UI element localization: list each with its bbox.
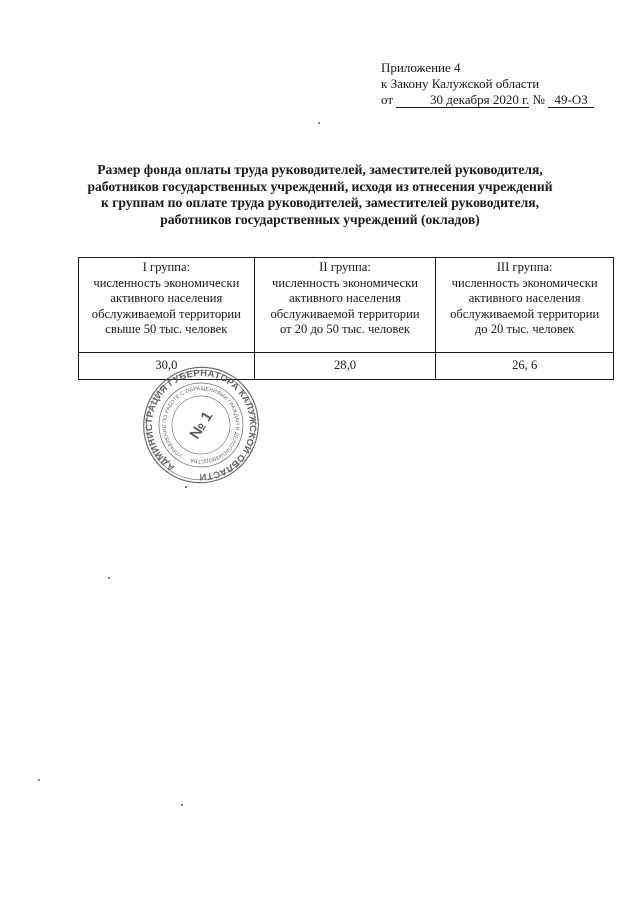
official-seal-stamp (128, 366, 274, 484)
appendix-date-line (381, 92, 594, 108)
number-prefix: № (532, 92, 545, 107)
scan-speck (181, 804, 183, 806)
title-line: Размер фонда оплаты труда руководителей, заместителей руководителя, (97, 162, 543, 177)
appendix-law: к Закону Калужской области (381, 76, 540, 91)
title-line: работников государственных учреждений, исходя из отнесения учреждений (87, 178, 553, 194)
salary-fund-table (78, 257, 614, 380)
scan-speck (185, 486, 187, 488)
scan-speck (108, 577, 110, 579)
date-prefix: от (381, 92, 394, 107)
header-cell-group-3: III группа: численность экономически активного населения обслуживаемой территории до 20 тыс. человек (436, 258, 614, 353)
law-number: 49-ОЗ (548, 93, 594, 108)
stamp-middle-text: УПРАВЛЕНИЕ ПО РАБОТЕ С ОБРАЩЕНИЯМИ ГРАЖДАН И ДЕЛОПРОИЗВОДСТВА (161, 385, 241, 465)
title-line: к группам по оплате труда руководителей, заместителей руководителя, (100, 195, 540, 210)
value-cell-group-2: 28,0 (254, 353, 436, 380)
document-title (60, 162, 580, 228)
header-cell-group-1: I группа: численность экономически активного населения обслуживаемой территории свыше 50 тыс. человек (79, 258, 255, 353)
header-cell-group-2: II группа: численность экономически активного населения обслуживаемой территории от 20 до 50 тыс. человек (254, 258, 436, 353)
title-line: работников государственных учреждений (окладов) (160, 211, 480, 227)
stamp-number: № 1 (186, 408, 217, 443)
value-cell-group-1: 30,0 (79, 353, 255, 380)
scan-speck (38, 779, 40, 781)
value-cell-group-3: 26, 6 (436, 353, 614, 380)
stamp-outer-text: АДМИНИСТРАЦИЯ ГУБЕРНАТОРА КАЛУЖСКОЙ ОБЛАСТИ (142, 366, 260, 484)
table-header-row (79, 258, 614, 353)
appendix-number: Приложение 4 (381, 60, 461, 75)
appendix-reference (381, 60, 594, 108)
law-date: 30 декабря 2020 г. (396, 93, 529, 108)
scan-speck (318, 122, 320, 124)
